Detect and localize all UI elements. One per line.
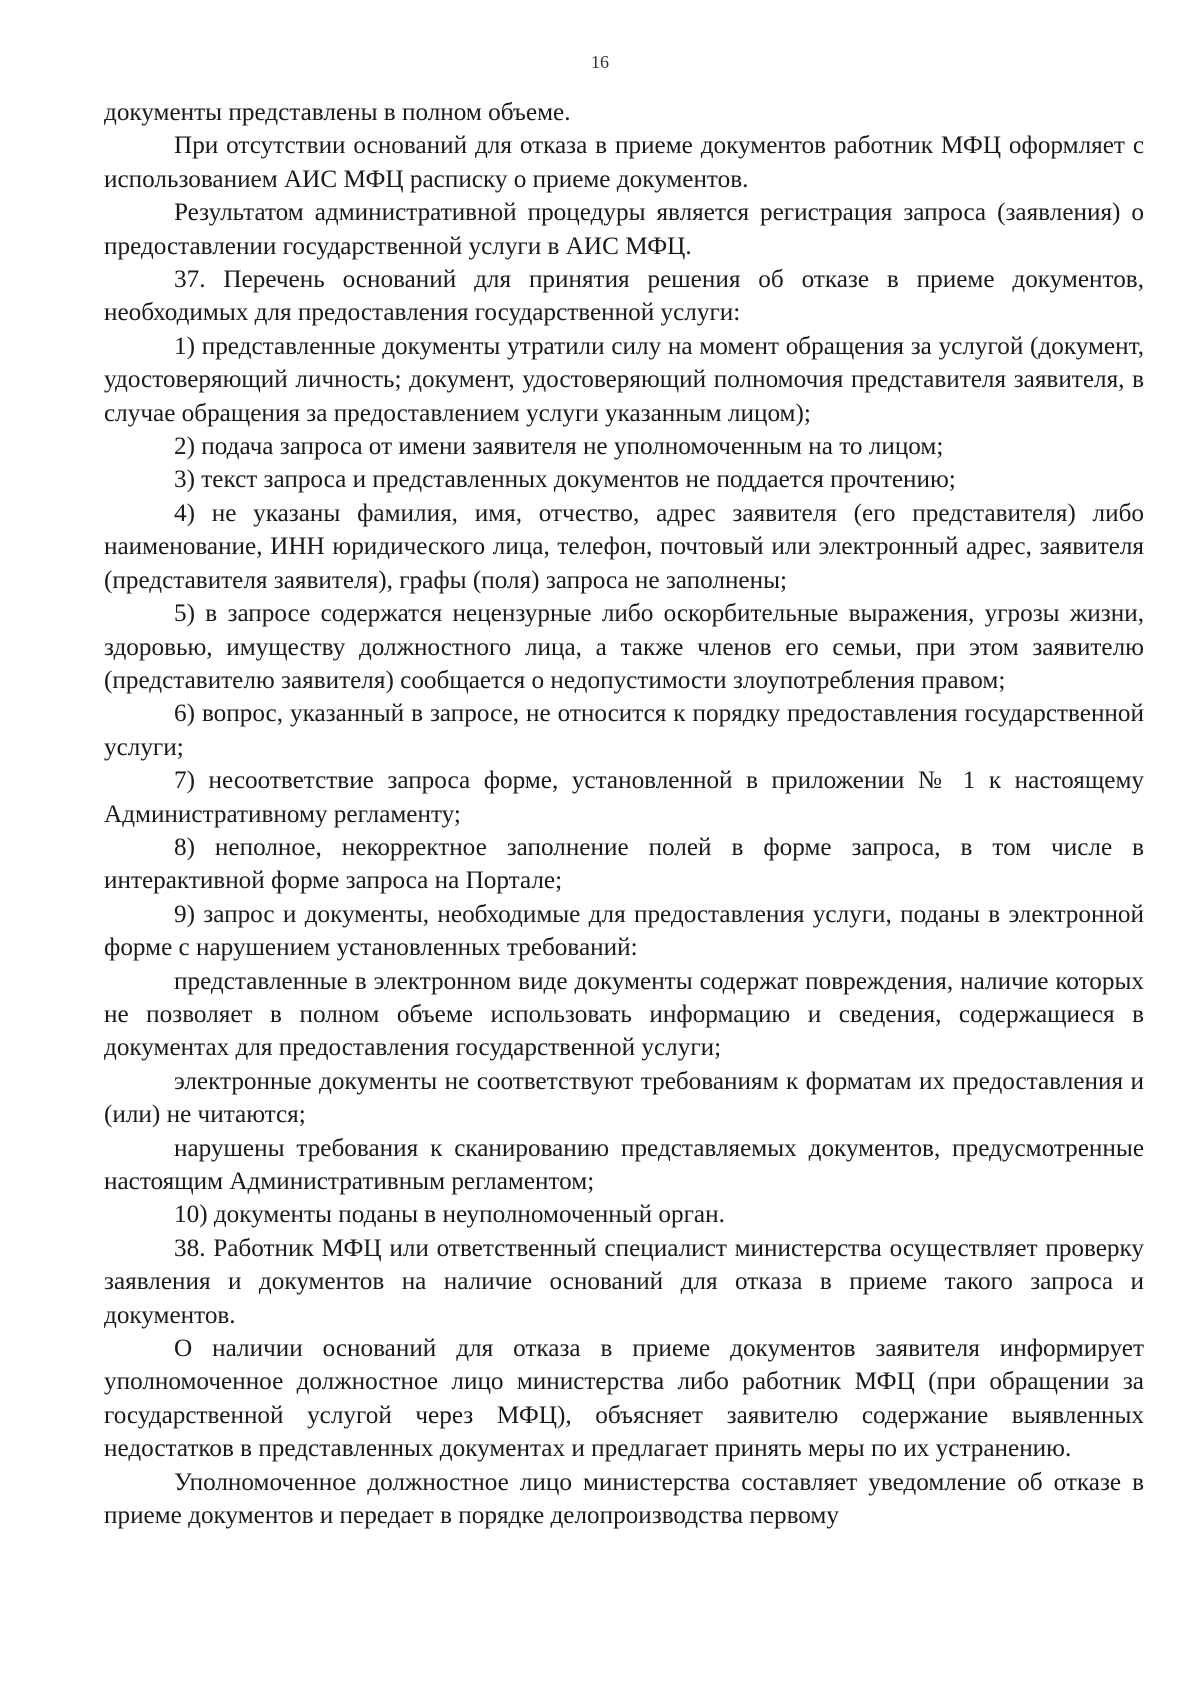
- sub-item-scanning: нарушены требования к сканированию представляемых документов, предусмотренные настоящим Административным регламентом;: [104, 1134, 1144, 1195]
- list-item-3: 3) текст запроса и представленных документов не поддается прочтению;: [174, 466, 956, 494]
- paragraph-37: 37. Перечень оснований для принятия решения об отказе в приеме документов, необходимых для предоставления государственной услуги:: [104, 266, 1144, 327]
- list-item-2: 2) подача запроса от имени заявителя не уполномоченным на то лицом;: [174, 433, 944, 461]
- list-item-4: 4) не указаны фамилия, имя, отчество, адрес заявителя (его представителя) либо наименование, ИНН юридического лица, телефон, почтовый или электронный адрес, заявителя (представителя заявителя), графы (поля) запроса не заполнены;: [104, 499, 1144, 594]
- list-item-9: 9) запрос и документы, необходимые для предоставления услуги, поданы в электронной форме с нарушением установленных требований:: [104, 900, 1144, 962]
- paragraph-receipt: При отсутствии оснований для отказа в приеме документов работник МФЦ оформляет с использованием АИС МФЦ расписку о приеме документов.: [104, 132, 1144, 193]
- list-item-8: 8) неполное, некорректное заполнение полей в форме запроса, в том числе в интерактивной форме запроса на Портале;: [104, 833, 1144, 895]
- list-item-1: 1) представленные документы утратили силу на момент обращения за услугой (документ, удостоверяющий личность; документ, удостоверяющий полномочия представителя заявителя, в случае обращения за предоставлением услуги указанным лицом);: [104, 332, 1144, 427]
- paragraph-notification: Уполномоченное должностное лицо министерства составляет уведомление об отказе в приеме документов и передает в порядке делопроизводства первому: [104, 1468, 1144, 1530]
- list-item-7: 7) несоответствие запроса форме, установленной в приложении № 1 к настоящему Административному регламенту;: [104, 767, 1144, 828]
- document-body: [104, 96, 1144, 1532]
- sub-item-format: электронные документы не соответствуют требованиям к форматам их предоставления и (или) не читаются;: [104, 1067, 1144, 1129]
- sub-item-damaged-documents: представленные в электронном виде документы содержат повреждения, наличие которых не позволяет в полном объеме использовать информацию и сведения, содержащиеся в документах для предоставления государственной услуги;: [104, 967, 1144, 1062]
- paragraph-result: Результатом административной процедуры является регистрация запроса (заявления) о предоставлении государственной услуги в АИС МФЦ.: [104, 199, 1144, 260]
- paragraph-continuation: документы представлены в полном объеме.: [104, 99, 571, 126]
- list-item-6: 6) вопрос, указанный в запросе, не относится к порядку предоставления государственной услуги;: [104, 700, 1144, 761]
- list-item-10: 10) документы поданы в неуполномоченный орган.: [174, 1201, 725, 1229]
- page-number: 16: [591, 52, 609, 72]
- paragraph-informing: О наличии оснований для отказа в приеме документов заявителя информирует уполномоченное должностное лицо министерства либо работник МФЦ (при обращении за государственной услугой через МФЦ), объясняет заявителю содержание выявленных недостатков в представленных документах и предлагает принять меры по их устранению.: [104, 1335, 1144, 1463]
- paragraph-38: 38. Работник МФЦ или ответственный специалист министерства осуществляет проверку заявления и документов на наличие оснований для отказа в приеме такого запроса и документов.: [104, 1234, 1144, 1329]
- list-item-5: 5) в запросе содержатся нецензурные либо оскорбительные выражения, угрозы жизни, здоровью, имуществу должностного лица, а также членов его семьи, при этом заявителю (представителю заявителя) сообщается о недопустимости злоупотребления правом;: [104, 600, 1144, 694]
